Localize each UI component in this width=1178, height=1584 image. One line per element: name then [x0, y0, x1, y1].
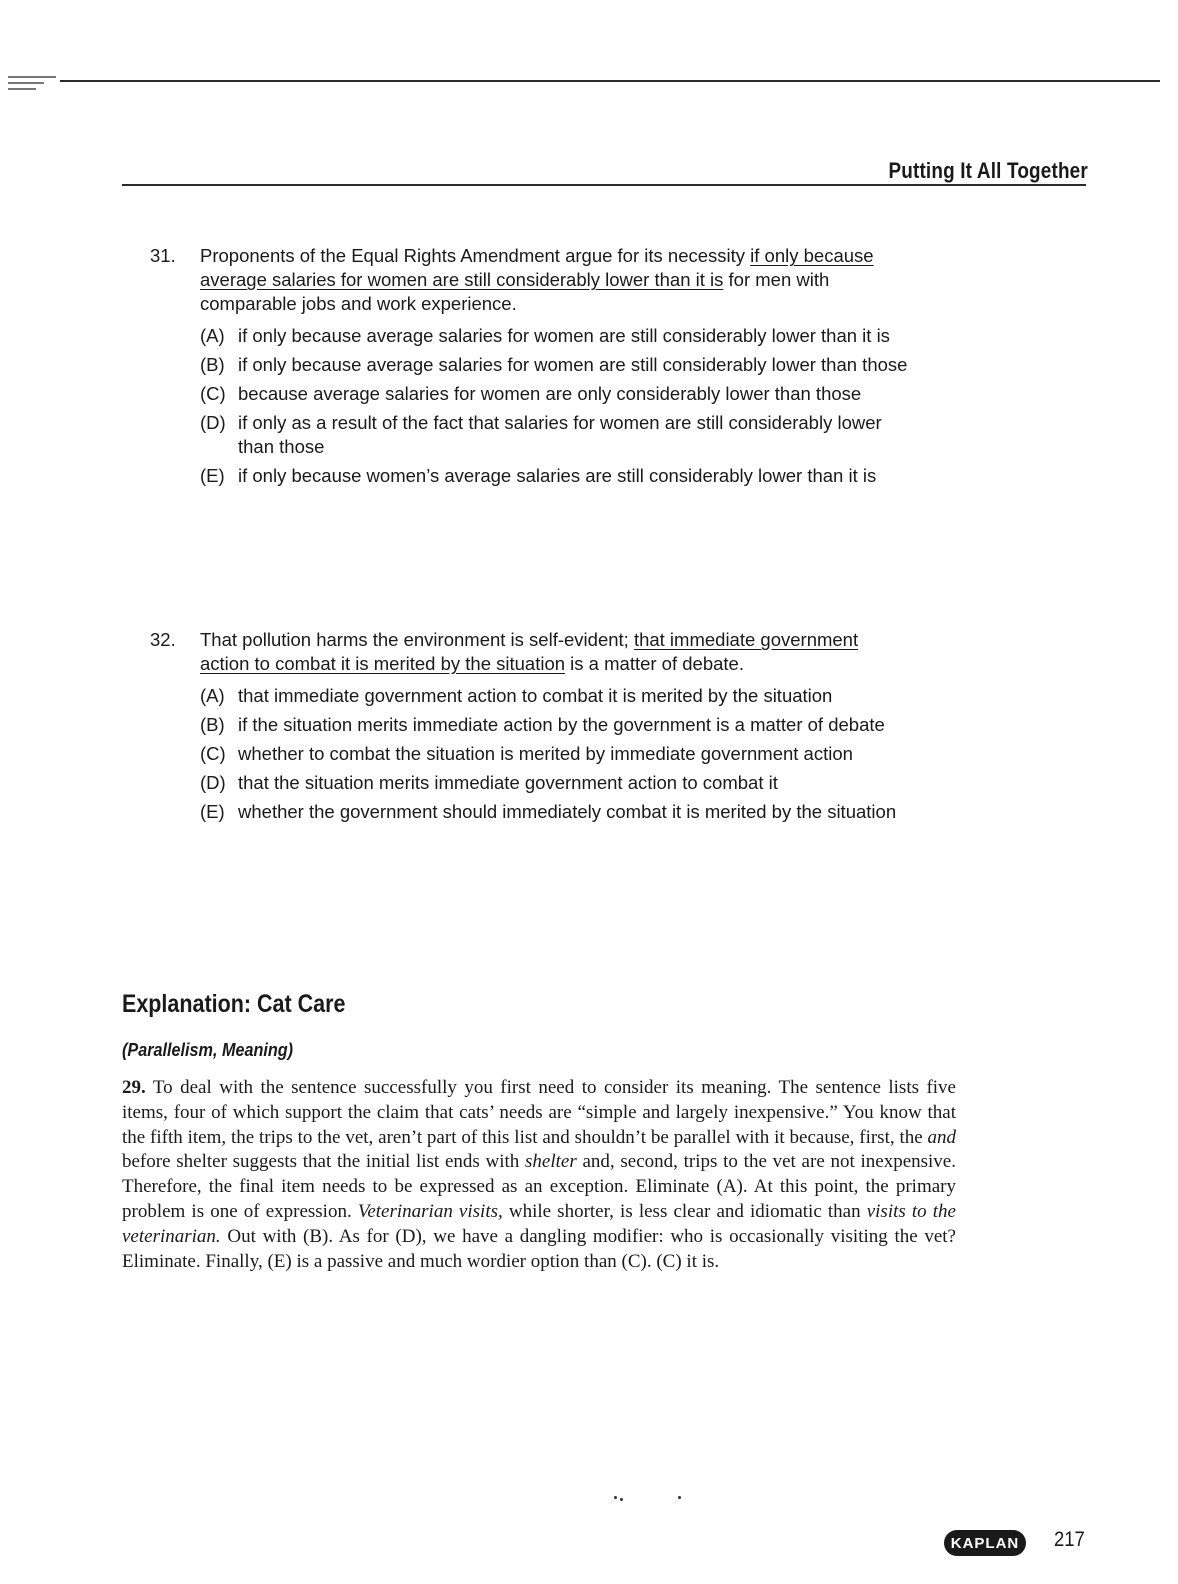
- question-number: 31.: [150, 245, 176, 266]
- question-31: [150, 244, 910, 493]
- question-32: [150, 628, 910, 829]
- underlined-portion: if only because average salaries for women are still considerably lower than it is: [200, 245, 874, 290]
- top-rule: [60, 80, 1160, 82]
- explanation-heading: Explanation: Cat Care: [122, 990, 346, 1018]
- question-stem: That pollution harms the environment is self-evident; that immediate government action to combat it is merited by the situation is a matter of debate.: [200, 629, 859, 674]
- kaplan-logo: KAPLAN: [944, 1530, 1026, 1556]
- header-rule: [122, 184, 1086, 186]
- scan-dot: [678, 1496, 681, 1499]
- explanation-number: 29.: [122, 1077, 146, 1098]
- answer-choices: [200, 684, 910, 824]
- question-number: 32.: [150, 629, 176, 650]
- answer-choices: [200, 324, 910, 488]
- choice-b: (B) if the situation merits immediate action by the government is a matter of debate: [200, 714, 885, 735]
- choice-c: (C) whether to combat the situation is merited by immediate government action: [200, 743, 853, 764]
- scan-dot: [614, 1496, 617, 1499]
- choice-a: (A) if only because average salaries for women are still considerably lower than it is: [200, 325, 890, 346]
- underlined-portion: that immediate government action to combat it is merited by the situation: [200, 629, 859, 674]
- choice-e: (E) if only because women’s average salaries are still considerably lower than it is: [200, 465, 877, 486]
- running-head: Putting It All Together: [888, 158, 1088, 183]
- explanation-paragraph: 29. To deal with the sentence successfully you first need to consider its meaning. The sentence lists five items, four of which support the claim that cats’ needs are “simple and largely inexpensive.” You know that the fifth item, the trips to the vet, aren’t part of this list and shouldn’t be parallel with it because, first, the and before shelter suggests that the initial list ends with shelter and, second, trips to the vet are not inexpensive. Therefore, the final item needs to be expressed as an exception. Eliminate (A). At this point, the primary problem is one of expression. Veterinarian visits, while shorter, is less clear and idiomatic than visits to the veterinarian. Out with (B). As for (D), we have a dangling modifier: who is occasionally visiting the vet? Eliminate. Finally, (E) is a passive and much wordier option than (C). (C) it is.: [122, 1077, 956, 1272]
- question-stem: Proponents of the Equal Rights Amendment argue for its necessity if only because average salaries for women are still considerably lower than it is for men with comparable jobs and work experience.: [200, 245, 874, 314]
- page-number: 217: [1054, 1528, 1085, 1551]
- explanation-subheading: (Parallelism, Meaning): [122, 1040, 294, 1060]
- choice-b: (B) if only because average salaries for women are still considerably lower than those: [200, 354, 908, 375]
- choice-d: (D) if only as a result of the fact that salaries for women are still considerably lower than those: [200, 412, 882, 457]
- choice-d: (D) that the situation merits immediate government action to combat it: [200, 772, 778, 793]
- choice-a: (A) that immediate government action to combat it is merited by the situation: [200, 685, 833, 706]
- scan-artifact: [8, 76, 60, 102]
- choice-e: (E) whether the government should immediately combat it is merited by the situation: [200, 801, 897, 822]
- scan-dot: [620, 1498, 623, 1501]
- choice-c: (C) because average salaries for women are only considerably lower than those: [200, 383, 862, 404]
